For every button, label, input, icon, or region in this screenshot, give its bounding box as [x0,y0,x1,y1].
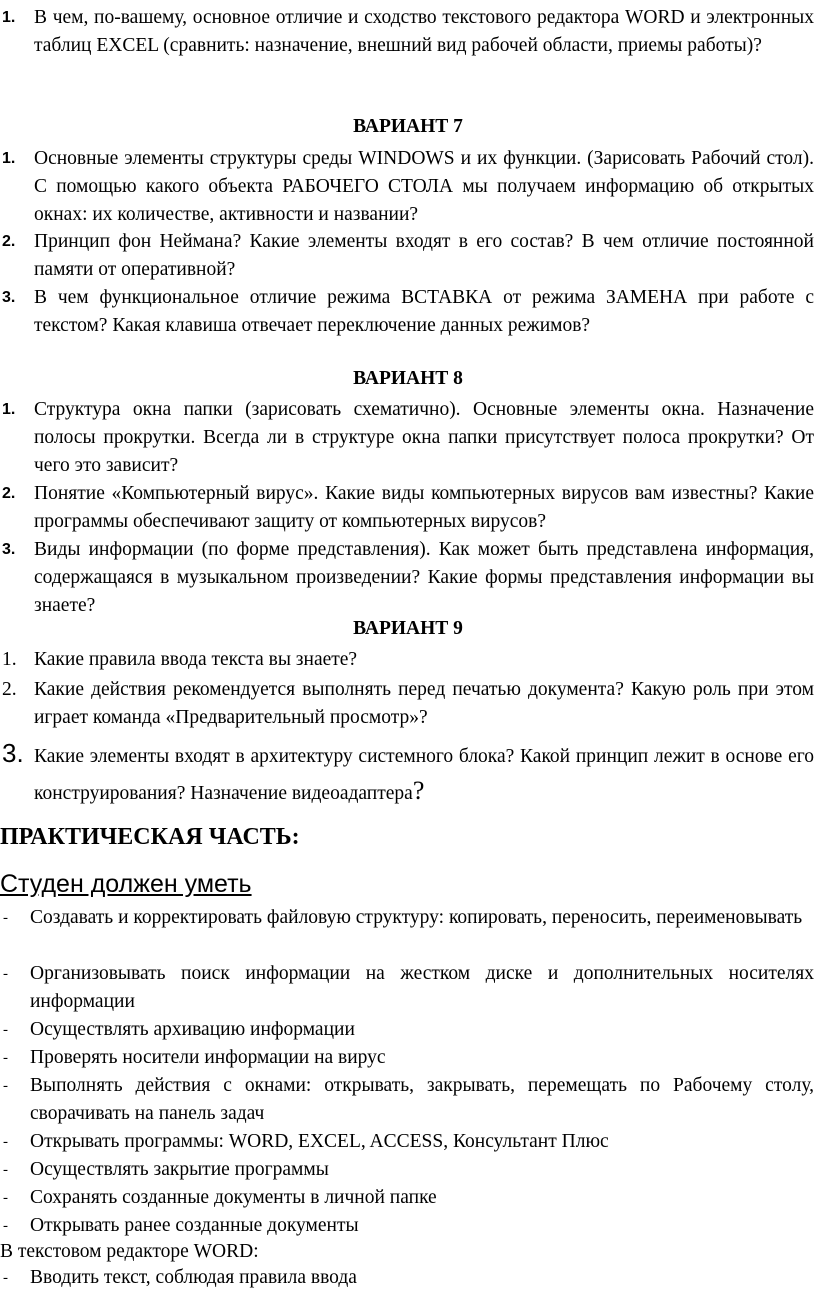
question-text: В чем функциональное отличие режима ВСТАВКА от режима ЗАМЕНА при работе с текстом? Какая клавиша отвечает переключение данных режимов? [34,287,814,336]
question-number: 1. [2,150,16,167]
variant-8-title: ВАРИАНТ 8 [353,368,463,389]
practical-subheading: Студен должен уметь [0,870,252,898]
variant-7-title: ВАРИАНТ 7 [353,116,463,137]
list-item-text: Создавать и корректировать файловую структуру: копировать, переносить, переименовывать [30,907,803,928]
question-number: 2. [2,233,16,250]
question-number: 3. [2,289,16,306]
question-text: Какие элементы входят в архитектуру системного блока? Какой принцип лежит в основе его конструирования? Назначение видеоадаптера? [34,746,814,805]
bullet-mark: - [3,1050,8,1066]
variant-9-title: ВАРИАНТ 9 [353,618,463,639]
question-number: 1. [2,401,16,418]
question-item [0,145,814,229]
list-item-text: Вводить текст, соблюдая правила ввода [30,1267,357,1288]
list-item [0,1184,814,1212]
question-text: Виды информации (по форме представления). Как может быть представлена информация, содержащаяся в музыкальном произведении? Какие формы представления информации вы знаете? [34,539,814,616]
question-number: 3. [2,738,24,768]
question-item [0,284,814,340]
list-item [0,1264,814,1292]
list-item [0,1156,814,1184]
bullet-mark: - [3,910,8,926]
question-item [0,4,814,60]
question-item [0,536,814,620]
bullet-mark: - [3,1218,8,1234]
bullet-mark: - [3,1078,8,1094]
question-number: 1. [2,649,17,670]
question-text: Понятие «Компьютерный вирус». Какие виды компьютерных вирусов вам известны? Какие программы обеспечивают защиту от компьютерных вирусов? [34,483,814,532]
practical-heading: ПРАКТИЧЕСКАЯ ЧАСТЬ: [0,824,300,850]
bullet-mark: - [3,966,8,982]
bullet-mark: - [3,1134,8,1150]
question-number: 3. [2,541,16,558]
list-item-text: Сохранять созданные документы в личной папке [30,1187,437,1208]
bullet-mark: - [3,1022,8,1038]
question-item [0,740,814,811]
list-item-text: Организовывать поиск информации на жестком диске и дополнительных носителях информации [30,963,814,1012]
question-number: 2. [2,485,16,502]
list-item-text: Открывать ранее созданные документы [30,1215,359,1236]
question-text: Основные элементы структуры среды WINDOWS и их функции. (Зарисовать Рабочий стол). С помощью какого объекта РАБОЧЕГО СТОЛА мы получаем информацию об открытых окнах: их количестве, активности и названии? [34,148,814,225]
list-item [0,1016,814,1044]
list-item-text: Осуществлять закрытие программы [30,1159,329,1180]
bullet-mark: - [3,1162,8,1178]
question-item [0,228,814,284]
list-item [0,1044,814,1072]
list-item-text: Выполнять действия с окнами: открывать, закрывать, перемещать по Рабочему столу, сворачивать на панель задач [30,1075,814,1124]
question-item [0,396,814,480]
list-item [0,904,814,932]
word-intro: В текстовом редакторе WORD: [0,1241,259,1262]
question-number: 2. [2,679,17,700]
list-item-text: Проверять носители информации на вирус [30,1047,386,1068]
question-text: Какие действия рекомендуется выполнять перед печатью документа? Какую роль при этом играет команда «Предварительный просмотр»? [34,679,814,728]
list-item-text: Открывать программы: WORD, EXCEL, ACCESS, Консультант Плюс [30,1131,609,1152]
bullet-mark: - [3,1190,8,1206]
list-item [0,1072,814,1128]
question-item [0,480,814,536]
question-text: В чем, по-вашему, основное отличие и сходство текстового редактора WORD и электронных таблиц EXCEL (сравнить: назначение, внешний вид рабочей области, приемы работы)? [34,7,814,56]
list-item [0,1212,814,1240]
question-text: Какие правила ввода текста вы знаете? [34,649,358,670]
question-number: 1. [2,9,16,26]
question-text: Принцип фон Неймана? Какие элементы входят в его состав? В чем отличие постоянной памяти от оперативной? [34,231,814,280]
list-item-text: Осуществлять архивацию информации [30,1019,355,1040]
list-item [0,960,814,1016]
question-item [0,646,814,674]
list-item [0,1128,814,1156]
question-item [0,676,814,732]
question-text: Структура окна папки (зарисовать схематично). Основные элементы окна. Назначение полосы прокрутки. Всегда ли в структуре окна папки присутствует полоса прокрутки? От чего это зависит? [34,399,814,476]
bullet-mark: - [3,1270,8,1286]
